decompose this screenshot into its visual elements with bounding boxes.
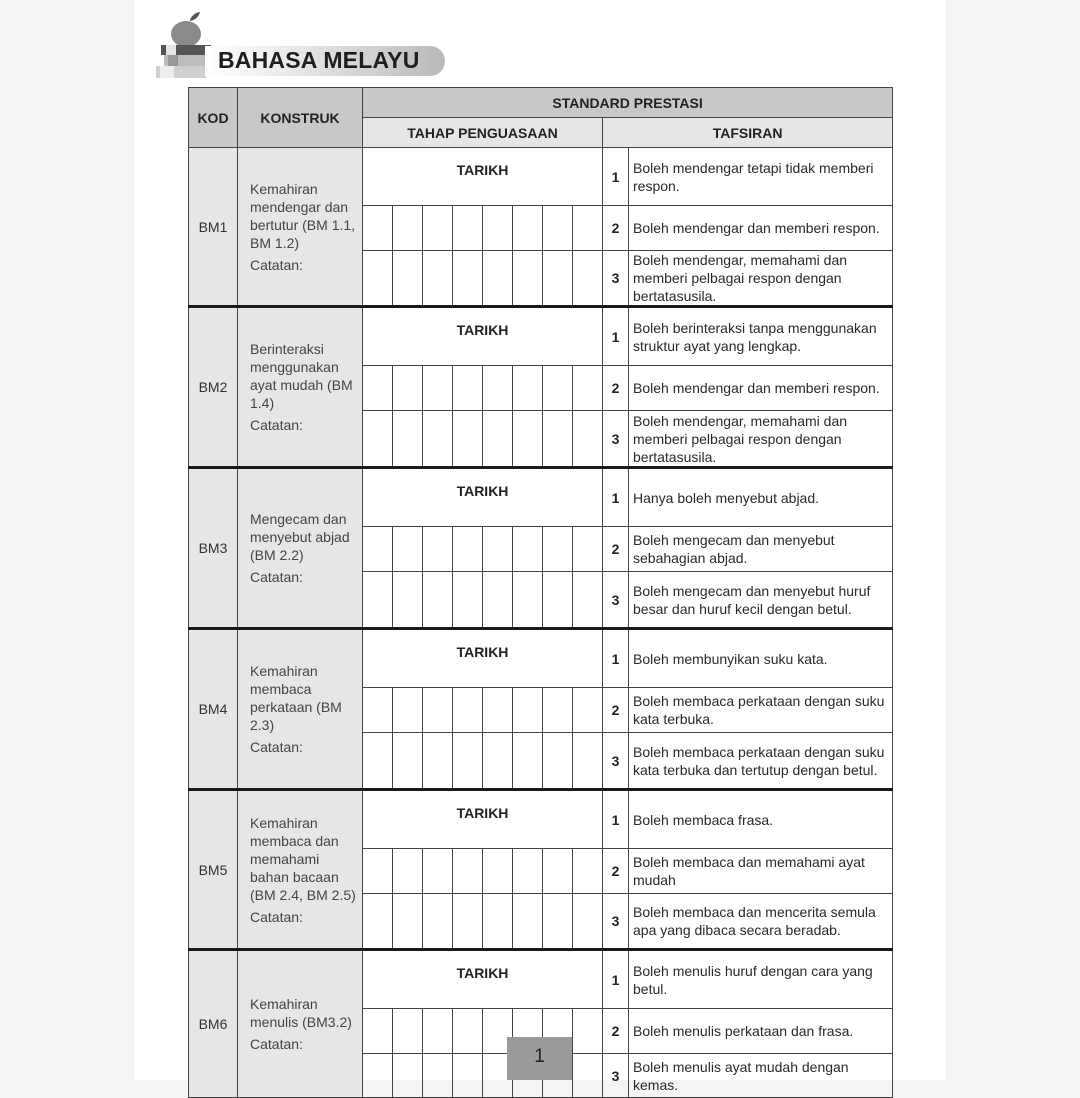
- assessment-table: [188, 87, 893, 1098]
- date-entry-cell[interactable]: [543, 688, 573, 733]
- header-tafsiran: TAFSIRAN: [603, 118, 893, 148]
- date-entry-cell[interactable]: [453, 733, 483, 790]
- level-number: 1: [603, 629, 629, 688]
- catatan-label: Catatan:: [250, 256, 303, 273]
- date-entry-cell[interactable]: [453, 688, 483, 733]
- date-entry-cell[interactable]: [393, 527, 423, 572]
- date-entry-cell[interactable]: [573, 1009, 603, 1054]
- kod-cell: BM2: [189, 307, 238, 468]
- date-entry-cell[interactable]: [423, 206, 453, 251]
- level-number: 3: [603, 894, 629, 950]
- date-entry-cell[interactable]: [573, 849, 603, 894]
- kod-cell: BM4: [189, 629, 238, 790]
- tarikh-label: TARIKH: [363, 629, 603, 688]
- date-entry-cell[interactable]: [513, 206, 543, 251]
- konstruk-text: Kemahiran mendengar dan bertutur (BM 1.1, BM 1.2): [250, 180, 356, 251]
- header-kod: KOD: [189, 88, 238, 148]
- date-entry-cell[interactable]: [393, 733, 423, 790]
- date-entry-cell[interactable]: [513, 527, 543, 572]
- level-row: [189, 629, 893, 688]
- date-entry-cell[interactable]: [513, 251, 543, 307]
- level-description: Boleh menulis huruf dengan cara yang betul.: [629, 950, 893, 1009]
- date-entry-cell[interactable]: [543, 206, 573, 251]
- catatan-label: Catatan:: [250, 417, 303, 433]
- date-entry-cell[interactable]: [363, 849, 393, 894]
- date-entry-cell[interactable]: [423, 733, 453, 790]
- level-number: 2: [603, 366, 629, 411]
- konstruk-text: Berinteraksi menggunakan ayat mudah (BM 1.4): [250, 341, 353, 411]
- level-description: Boleh mendengar, memahami dan memberi pelbagai respon dengan bertatasusila.: [629, 411, 893, 468]
- level-number: 2: [603, 688, 629, 733]
- date-entry-cell[interactable]: [363, 572, 393, 629]
- date-entry-cell[interactable]: [423, 411, 453, 468]
- date-entry-cell[interactable]: [453, 894, 483, 950]
- date-entry-cell[interactable]: [363, 1009, 393, 1054]
- konstruk-text: Kemahiran menulis (BM3.2): [250, 996, 352, 1030]
- date-entry-cell[interactable]: [483, 894, 513, 950]
- konstruk-cell: [238, 950, 363, 1098]
- date-entry-cell[interactable]: [543, 894, 573, 950]
- date-entry-cell[interactable]: [423, 688, 453, 733]
- level-description: Boleh mendengar dan memberi respon.: [629, 366, 893, 411]
- date-entry-cell[interactable]: [393, 206, 423, 251]
- level-number: 1: [603, 148, 629, 206]
- level-number: 3: [603, 733, 629, 790]
- date-entry-cell[interactable]: [453, 527, 483, 572]
- date-entry-cell[interactable]: [513, 572, 543, 629]
- date-entry-cell[interactable]: [393, 366, 423, 411]
- level-description: Boleh mendengar, memahami dan memberi pelbagai respon dengan bertatasusila.: [629, 251, 893, 307]
- level-row: [189, 790, 893, 849]
- date-entry-cell[interactable]: [453, 366, 483, 411]
- date-entry-cell[interactable]: [393, 411, 423, 468]
- level-number: 3: [603, 572, 629, 629]
- tarikh-label: TARIKH: [363, 950, 603, 1009]
- level-number: 3: [603, 411, 629, 468]
- konstruk-cell: [238, 148, 363, 307]
- tarikh-label: TARIKH: [363, 468, 603, 527]
- level-description: Boleh mengecam dan menyebut sebahagian abjad.: [629, 527, 893, 572]
- date-entry-cell[interactable]: [513, 733, 543, 790]
- date-entry-cell[interactable]: [363, 1054, 393, 1098]
- date-entry-cell[interactable]: [543, 849, 573, 894]
- date-entry-cell[interactable]: [453, 206, 483, 251]
- header-konstruk: KONSTRUK: [238, 88, 363, 148]
- date-entry-cell[interactable]: [393, 849, 423, 894]
- date-entry-cell[interactable]: [423, 849, 453, 894]
- level-row: [189, 148, 893, 206]
- date-entry-cell[interactable]: [363, 206, 393, 251]
- page-title: BAHASA MELAYU: [218, 47, 420, 73]
- tarikh-label: TARIKH: [363, 148, 603, 206]
- date-entry-cell[interactable]: [363, 251, 393, 307]
- level-number: 3: [603, 1054, 629, 1098]
- date-entry-cell[interactable]: [573, 894, 603, 950]
- date-entry-cell[interactable]: [483, 527, 513, 572]
- level-number: 3: [603, 251, 629, 307]
- date-entry-cell[interactable]: [453, 251, 483, 307]
- konstruk-text: Kemahiran membaca perkataan (BM 2.3): [250, 663, 342, 733]
- date-entry-cell[interactable]: [573, 366, 603, 411]
- date-entry-cell[interactable]: [543, 572, 573, 629]
- level-row: [189, 468, 893, 527]
- level-description: Boleh membaca perkataan dengan suku kata terbuka dan tertutup dengan betul.: [629, 733, 893, 790]
- level-row: [189, 950, 893, 1009]
- date-entry-cell[interactable]: [393, 688, 423, 733]
- date-entry-cell[interactable]: [483, 572, 513, 629]
- level-number: 1: [603, 950, 629, 1009]
- konstruk-cell: [238, 629, 363, 790]
- level-description: Boleh mendengar tetapi tidak memberi respon.: [629, 148, 893, 206]
- date-entry-cell[interactable]: [543, 366, 573, 411]
- date-entry-cell[interactable]: [423, 251, 453, 307]
- date-entry-cell[interactable]: [573, 688, 603, 733]
- date-entry-cell[interactable]: [573, 411, 603, 468]
- level-description: Boleh menulis ayat mudah dengan kemas.: [629, 1054, 893, 1098]
- konstruk-cell: [238, 468, 363, 629]
- catatan-label: Catatan:: [250, 1036, 303, 1052]
- date-entry-cell[interactable]: [573, 572, 603, 629]
- header-tahap-penguasaan: TAHAP PENGUASAAN: [363, 118, 603, 148]
- konstruk-text: Mengecam dan menyebut abjad (BM 2.2): [250, 511, 350, 563]
- konstruk-text: Kemahiran membaca dan memahami bahan bacaan (BM 2.4, BM 2.5): [250, 814, 356, 903]
- kod-cell: BM1: [189, 148, 238, 307]
- date-entry-cell[interactable]: [483, 849, 513, 894]
- date-entry-cell[interactable]: [513, 894, 543, 950]
- date-entry-cell[interactable]: [423, 1054, 453, 1098]
- level-number: 1: [603, 790, 629, 849]
- level-description: Boleh membaca perkataan dengan suku kata terbuka.: [629, 688, 893, 733]
- level-description: Hanya boleh menyebut abjad.: [629, 468, 893, 527]
- date-entry-cell[interactable]: [363, 733, 393, 790]
- date-entry-cell[interactable]: [363, 366, 393, 411]
- catatan-label: Catatan:: [250, 739, 303, 755]
- level-number: 2: [603, 527, 629, 572]
- kod-cell: BM6: [189, 950, 238, 1098]
- date-entry-cell[interactable]: [423, 894, 453, 950]
- date-entry-cell[interactable]: [483, 366, 513, 411]
- tarikh-label: TARIKH: [363, 307, 603, 366]
- date-entry-cell[interactable]: [393, 572, 423, 629]
- level-description: Boleh membaca dan memahami ayat mudah: [629, 849, 893, 894]
- date-entry-cell[interactable]: [573, 1054, 603, 1098]
- level-description: Boleh membunyikan suku kata.: [629, 629, 893, 688]
- level-row: [189, 307, 893, 366]
- date-entry-cell[interactable]: [513, 366, 543, 411]
- level-number: 2: [603, 849, 629, 894]
- konstruk-cell: [238, 307, 363, 468]
- level-number: 1: [603, 468, 629, 527]
- date-entry-cell[interactable]: [363, 527, 393, 572]
- date-entry-cell[interactable]: [543, 411, 573, 468]
- header-standard-prestasi: STANDARD PRESTASI: [363, 88, 893, 118]
- level-number: 1: [603, 307, 629, 366]
- date-entry-cell[interactable]: [423, 527, 453, 572]
- date-entry-cell[interactable]: [513, 688, 543, 733]
- level-description: Boleh membaca frasa.: [629, 790, 893, 849]
- konstruk-cell: [238, 790, 363, 950]
- date-entry-cell[interactable]: [393, 1009, 423, 1054]
- level-description: Boleh menulis perkataan dan frasa.: [629, 1009, 893, 1054]
- date-entry-cell[interactable]: [573, 527, 603, 572]
- tarikh-label: TARIKH: [363, 790, 603, 849]
- date-entry-cell[interactable]: [483, 206, 513, 251]
- date-entry-cell[interactable]: [393, 251, 423, 307]
- date-entry-cell[interactable]: [573, 733, 603, 790]
- kod-cell: BM3: [189, 468, 238, 629]
- catatan-label: Catatan:: [250, 908, 303, 925]
- date-entry-cell[interactable]: [453, 1009, 483, 1054]
- date-entry-cell[interactable]: [543, 733, 573, 790]
- date-entry-cell[interactable]: [423, 572, 453, 629]
- date-entry-cell[interactable]: [363, 894, 393, 950]
- date-entry-cell[interactable]: [393, 894, 423, 950]
- date-entry-cell[interactable]: [423, 1009, 453, 1054]
- page-number: 1: [507, 1037, 572, 1080]
- date-entry-cell[interactable]: [573, 206, 603, 251]
- date-entry-cell[interactable]: [393, 1054, 423, 1098]
- date-entry-cell[interactable]: [483, 251, 513, 307]
- level-number: 2: [603, 1009, 629, 1054]
- date-entry-cell[interactable]: [543, 251, 573, 307]
- date-entry-cell[interactable]: [363, 411, 393, 468]
- date-entry-cell[interactable]: [453, 411, 483, 468]
- level-number: 2: [603, 206, 629, 251]
- date-entry-cell[interactable]: [573, 251, 603, 307]
- date-entry-cell[interactable]: [513, 849, 543, 894]
- date-entry-cell[interactable]: [483, 411, 513, 468]
- date-entry-cell[interactable]: [453, 572, 483, 629]
- date-entry-cell[interactable]: [363, 688, 393, 733]
- date-entry-cell[interactable]: [483, 688, 513, 733]
- date-entry-cell[interactable]: [453, 1054, 483, 1098]
- level-description: Boleh mendengar dan memberi respon.: [629, 206, 893, 251]
- level-description: Boleh mengecam dan menyebut huruf besar dan huruf kecil dengan betul.: [629, 572, 893, 629]
- date-entry-cell[interactable]: [423, 366, 453, 411]
- date-entry-cell[interactable]: [453, 849, 483, 894]
- date-entry-cell[interactable]: [543, 527, 573, 572]
- level-description: Boleh membaca dan mencerita semula apa yang dibaca secara beradab.: [629, 894, 893, 950]
- level-description: Boleh berinteraksi tanpa menggunakan struktur ayat yang lengkap.: [629, 307, 893, 366]
- date-entry-cell[interactable]: [513, 411, 543, 468]
- catatan-label: Catatan:: [250, 569, 303, 585]
- date-entry-cell[interactable]: [483, 733, 513, 790]
- kod-cell: BM5: [189, 790, 238, 950]
